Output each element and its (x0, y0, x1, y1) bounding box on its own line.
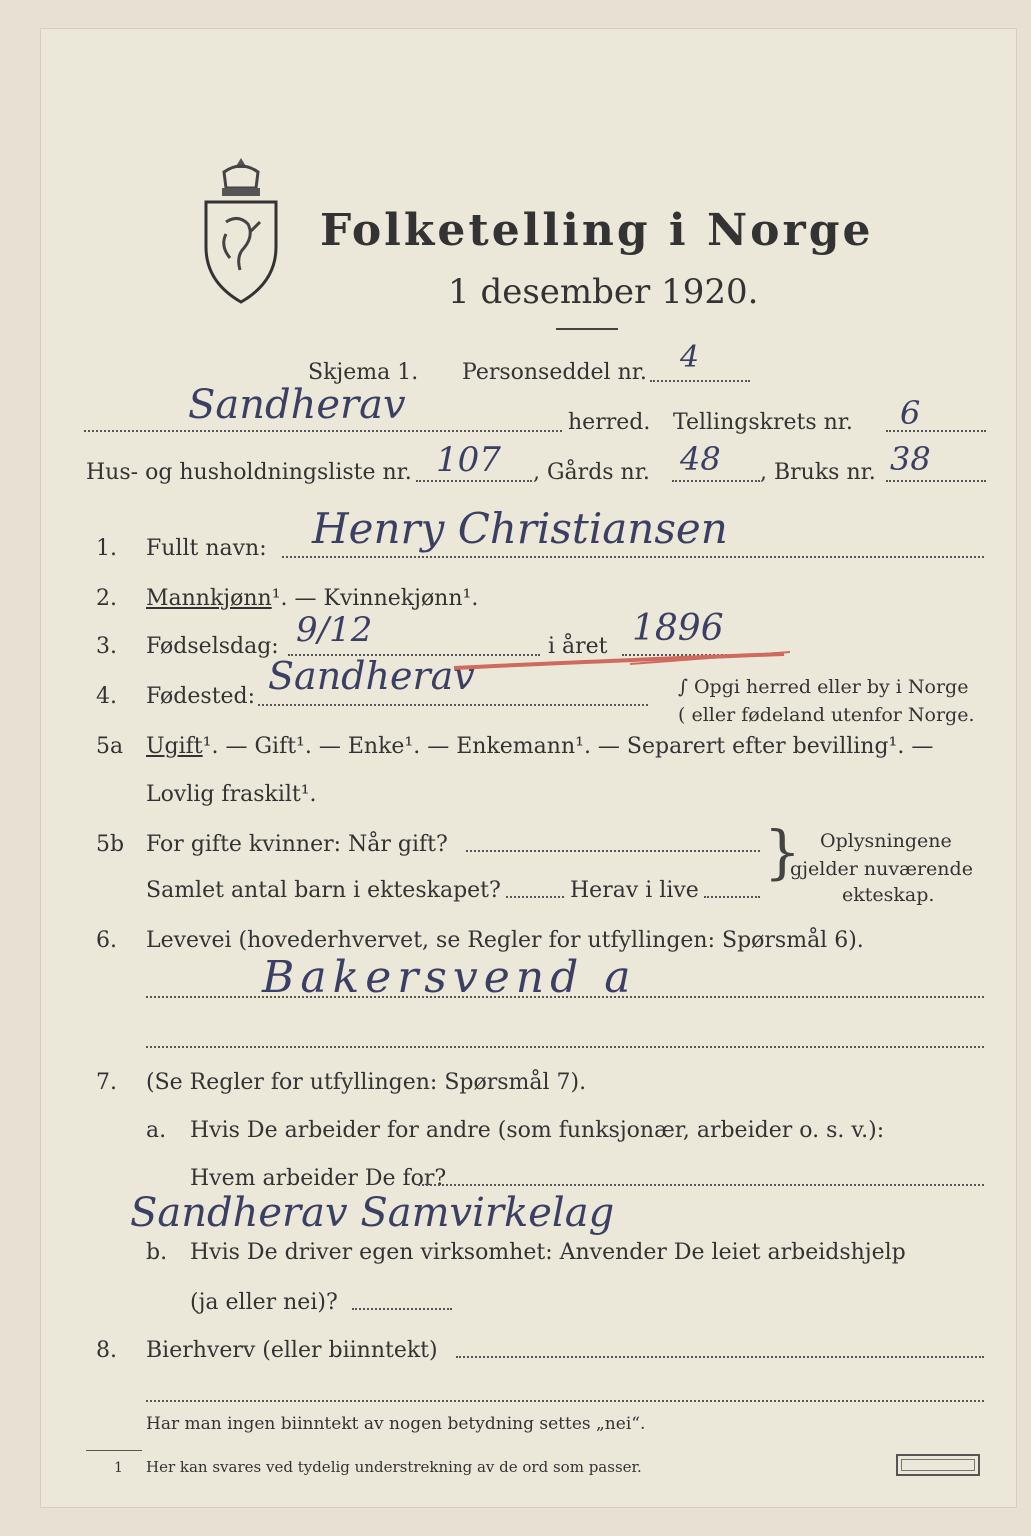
q4-label: Fødested: (146, 684, 256, 709)
hus-value[interactable]: 107 (436, 440, 501, 480)
herred-value[interactable]: Sandherav (188, 382, 406, 428)
q4-note-line1: ∫ Opgi herred eller by i Norge (678, 676, 969, 698)
q7a-label2: Hvem arbeider De for? (190, 1166, 447, 1191)
q4-note-line2: ( eller fødeland utenfor Norge. (678, 704, 975, 726)
q4-line (258, 704, 648, 706)
q5b-number: 5b (96, 832, 125, 857)
q3-year-label: i året (548, 634, 608, 659)
q6-number: 6. (96, 928, 117, 953)
q2-number: 2. (96, 586, 117, 611)
q8-line2 (146, 1400, 984, 1402)
bruks-label: , Bruks nr. (760, 460, 876, 485)
coat-of-arms-icon (196, 152, 286, 312)
q6-line2 (146, 1046, 984, 1048)
tellingskrets-value[interactable]: 6 (900, 394, 921, 432)
q6-value[interactable]: Bakersvend a (262, 952, 637, 1003)
q8-label: Bierhverv (eller biinntekt) (146, 1338, 438, 1363)
q1-number: 1. (96, 536, 117, 561)
gards-line (672, 480, 760, 482)
gards-value[interactable]: 48 (680, 440, 721, 478)
form-date: 1 desember 1920. (448, 272, 759, 312)
tellingskrets-label: Tellingskrets nr. (673, 410, 853, 435)
footnote-rule (86, 1450, 142, 1451)
q7a-value[interactable]: Sandherav Samvirkelag (130, 1190, 615, 1236)
q3-label: Fødselsdag: (146, 634, 279, 659)
red-strike-mark (450, 640, 800, 676)
q7a-number: a. (146, 1118, 167, 1143)
q3-day-value[interactable]: 9/12 (296, 610, 373, 650)
bruks-value[interactable]: 38 (890, 440, 931, 478)
q5b-brace: } (764, 818, 801, 886)
skjema-label: Skjema 1. (308, 360, 419, 385)
q7b-number: b. (146, 1240, 168, 1265)
q5b-married-label: For gifte kvinner: Når gift? (146, 832, 448, 857)
personseddel-line (650, 380, 750, 382)
q1-line (282, 556, 984, 558)
q5b-alive-label: Herav i live (570, 878, 699, 903)
q3-year-value[interactable]: 1896 (632, 608, 724, 649)
q5b-children-label: Samlet antal barn i ekteskapet? (146, 878, 501, 903)
q3-number: 3. (96, 634, 117, 659)
q6-line1 (146, 996, 984, 998)
q4-note-text2: eller fødeland utenfor Norge. (691, 704, 975, 726)
q5b-note2: gjelder nuværende (790, 858, 973, 880)
q4-note-text1: Opgi herred eller by i Norge (693, 676, 969, 698)
q1-label: Fullt navn: (146, 536, 267, 561)
q5a-options (146, 734, 933, 759)
q5b-note3: ekteskap. (842, 884, 935, 906)
q4-value[interactable]: Sandherav (268, 654, 475, 698)
q2-female-option[interactable]: Kvinnekjønn¹. (323, 586, 479, 611)
hus-label: Hus- og husholdningsliste nr. (86, 460, 412, 485)
q7-number: 7. (96, 1070, 117, 1095)
q8-number: 8. (96, 1338, 117, 1363)
gards-label: , Gårds nr. (533, 460, 650, 485)
footnote-number: 1 (114, 1460, 123, 1476)
q5a-number: 5a (96, 734, 124, 759)
title-divider (556, 328, 618, 330)
printer-stamp (896, 1454, 980, 1476)
q6-label: Levevei (hovederhvervet, se Regler for utfyllingen: Spørsmål 6). (146, 928, 864, 953)
form-title: Folketelling i Norge (320, 205, 874, 256)
q7-label: (Se Regler for utfyllingen: Spørsmål 7). (146, 1070, 587, 1095)
herred-label: herred. (568, 410, 651, 435)
q1-value[interactable]: Henry Christiansen (312, 504, 728, 553)
q5b-alive-line (704, 896, 760, 898)
q7b-label2: (ja eller nei)? (190, 1290, 338, 1315)
q2-male-option[interactable]: Mannkjønn (146, 586, 272, 611)
q8-line1 (456, 1356, 984, 1358)
q4-number: 4. (96, 684, 117, 709)
q5a-other-options[interactable]: ¹. — Gift¹. — Enke¹. — Enkemann¹. — Separert efter bevilling¹. — (202, 734, 934, 759)
q5a-ugift-option[interactable]: Ugift (146, 734, 203, 759)
biinntekt-note: Har man ingen biinntekt av nogen betydning settes „nei“. (146, 1414, 646, 1434)
q5b-note1: Oplysningene (820, 830, 952, 852)
bruks-line (886, 480, 986, 482)
q5b-married-line (466, 850, 760, 852)
q7b-label: Hvis De driver egen virksomhet: Anvender De leiet arbeidshjelp (190, 1240, 906, 1265)
q7b-line (352, 1308, 452, 1310)
footnote-text: Her kan svares ved tydelig understrekning av de ord som passer. (146, 1458, 642, 1476)
hus-line (416, 480, 532, 482)
q7a-line (418, 1184, 984, 1186)
q7a-label: Hvis De arbeider for andre (som funksjonær, arbeider o. s. v.): (190, 1118, 885, 1143)
q5a-line2[interactable]: Lovlig fraskilt¹. (146, 782, 317, 807)
q2-options (146, 586, 478, 611)
herred-line (84, 430, 562, 432)
personseddel-value[interactable]: 4 (680, 340, 700, 375)
q2-separator: ¹. — (271, 586, 324, 611)
q5b-children-line (506, 896, 564, 898)
personseddel-label: Personseddel nr. (462, 360, 647, 385)
